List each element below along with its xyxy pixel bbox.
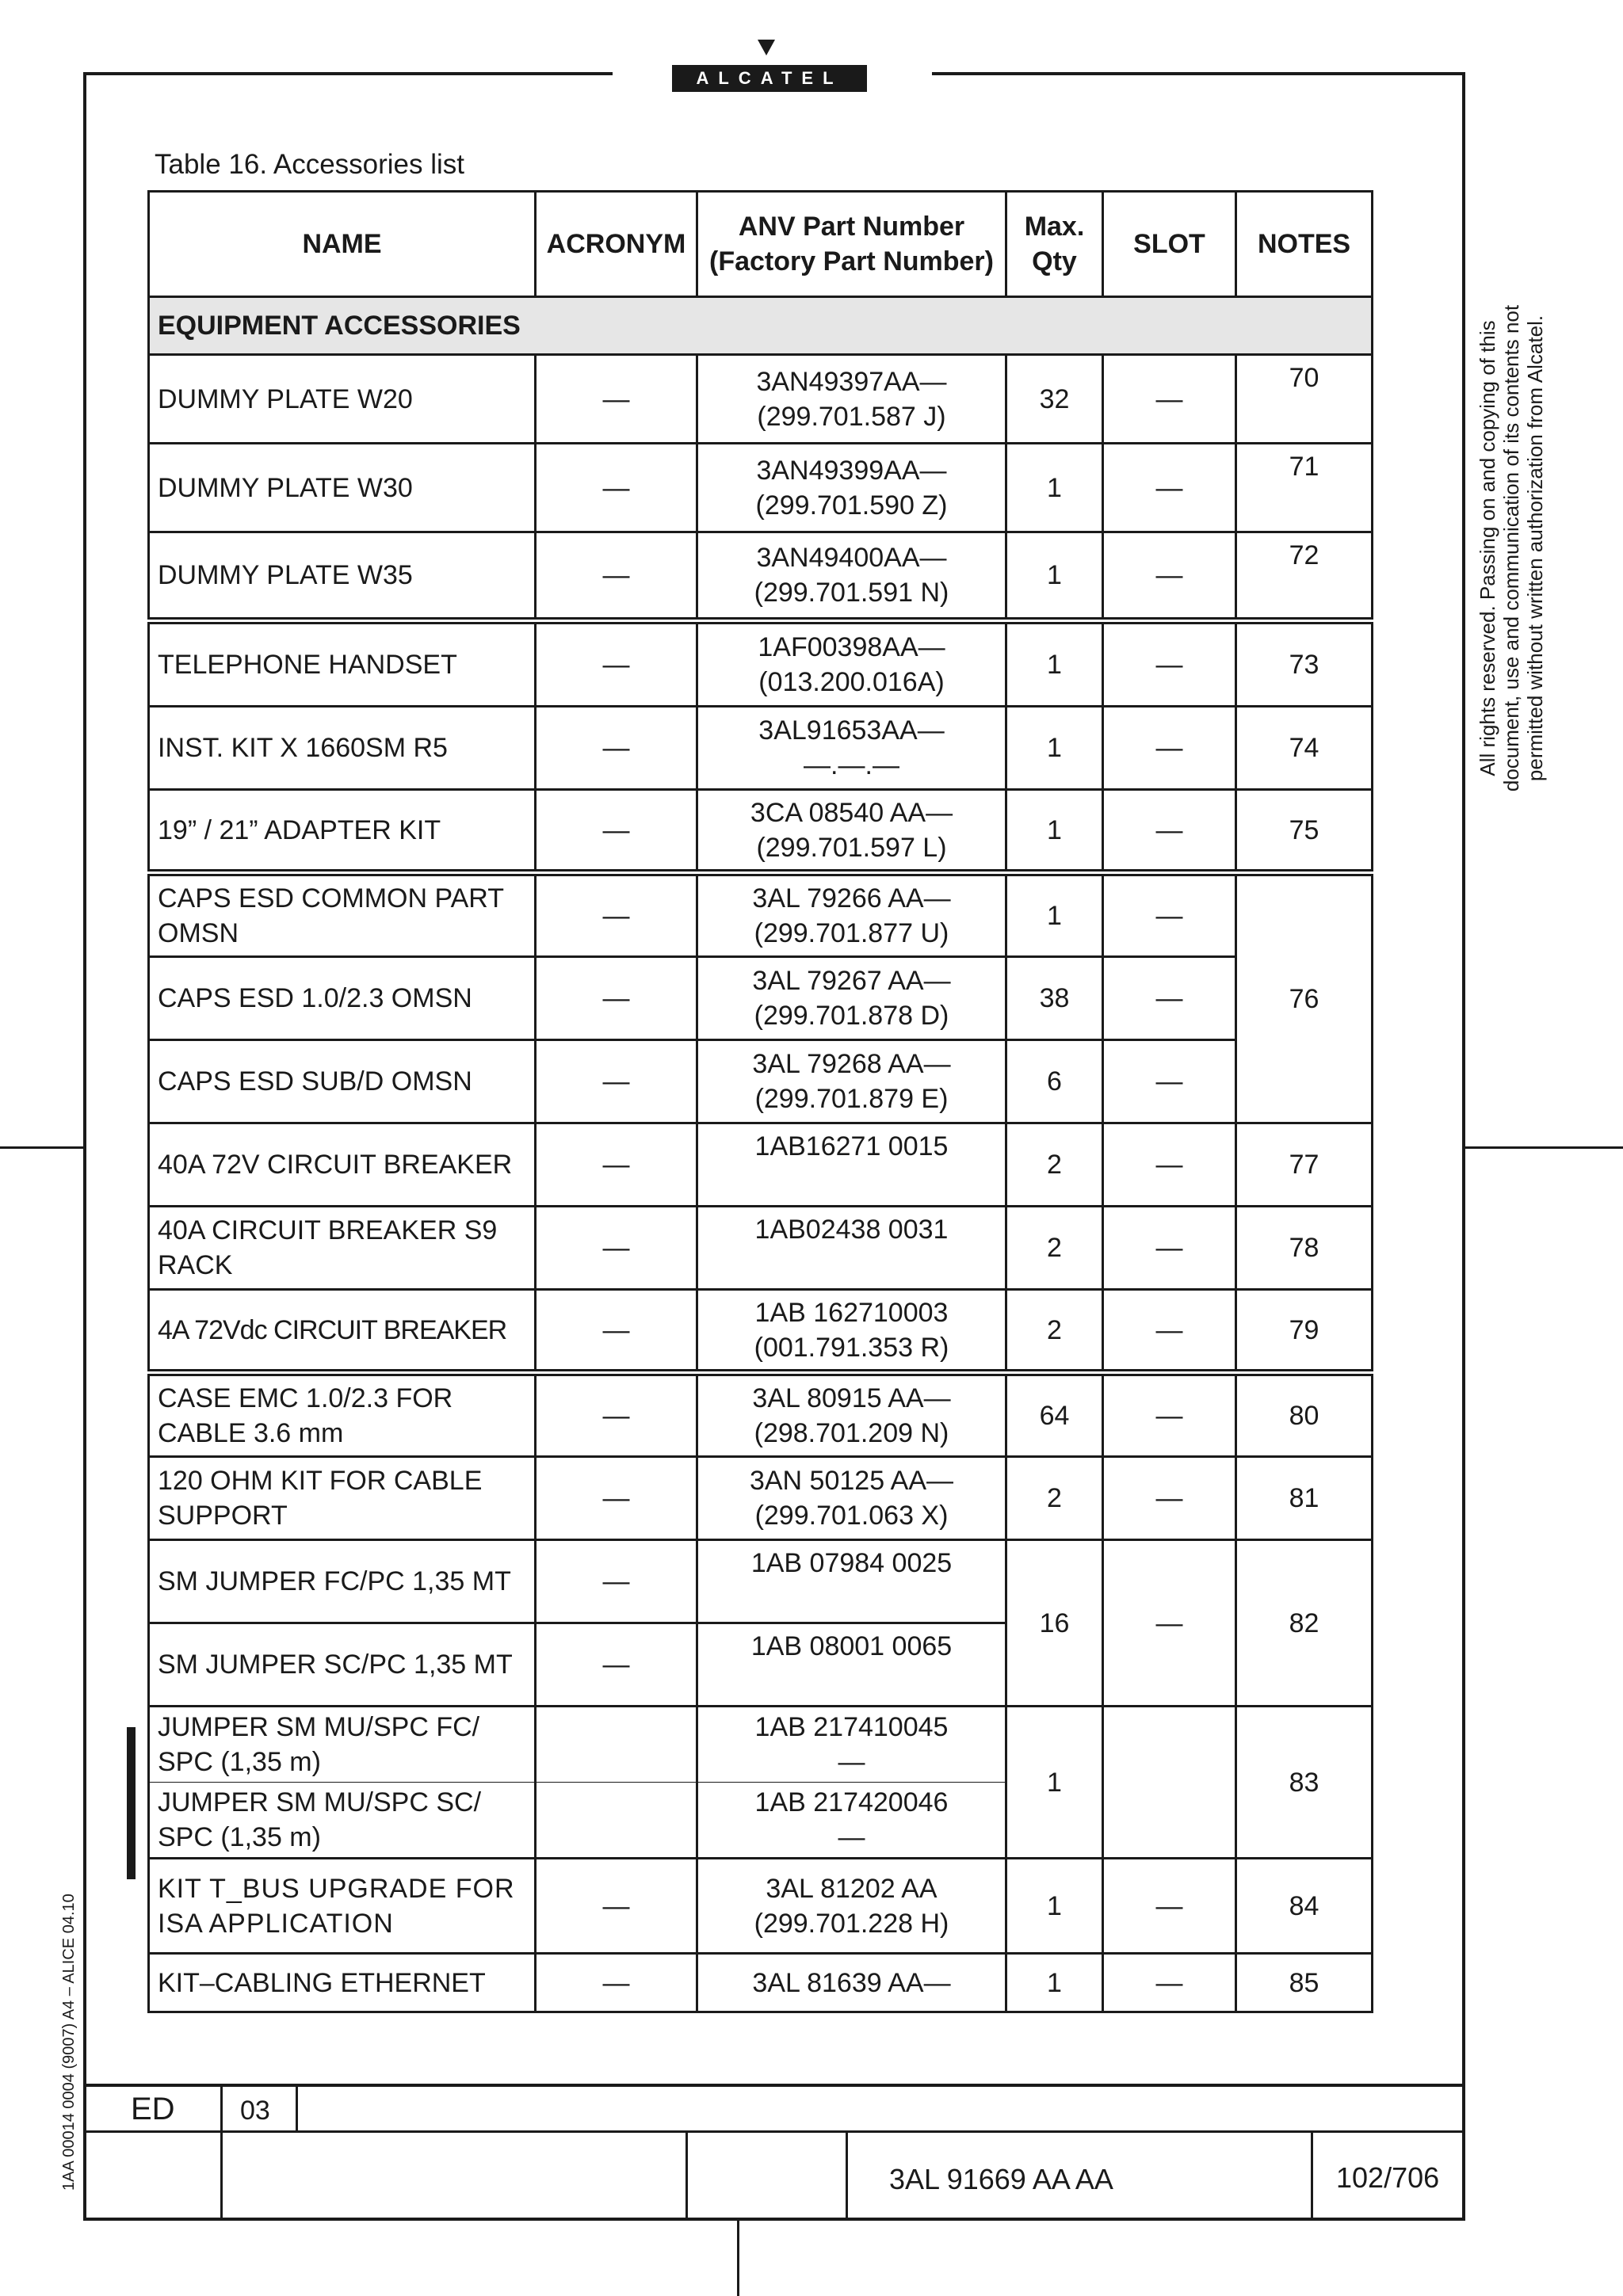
table-row xyxy=(149,1707,1373,1783)
cell-acronym xyxy=(536,1707,697,1783)
cell-notes: 72 xyxy=(1236,532,1373,621)
cell-notes: 71 xyxy=(1236,444,1373,532)
part-line2: — xyxy=(838,1822,865,1852)
footer-ed-value: 03 xyxy=(240,2096,270,2126)
table-row xyxy=(149,532,1373,621)
cell-acronym: — xyxy=(536,621,697,707)
margin-tick-left xyxy=(0,1146,83,1149)
cell-qty: 2 xyxy=(1006,1457,1103,1540)
part-line1: 1AB 217420046 xyxy=(754,1787,949,1817)
cell-qty: 64 xyxy=(1006,1373,1103,1457)
cell-part-number xyxy=(697,1783,1006,1859)
cell-qty: 16 xyxy=(1006,1540,1103,1707)
footer-div-1 xyxy=(220,2084,223,2218)
part-line1: 1AB 07984 0025 xyxy=(750,1548,953,1578)
cell-part-number xyxy=(697,957,1006,1040)
footer-div-4 xyxy=(846,2131,848,2218)
copyright-note xyxy=(1476,295,1561,802)
cell-acronym: — xyxy=(536,1123,697,1207)
part-line1: 3AL 79268 AA— xyxy=(752,1049,951,1079)
cell-acronym: — xyxy=(536,1207,697,1290)
part-line1: 3AL 79266 AA— xyxy=(752,883,951,913)
part-line2: (013.200.016A) xyxy=(758,667,945,697)
cell-acronym: — xyxy=(536,1373,697,1457)
col-header-part-number xyxy=(697,192,1006,297)
form-code-note xyxy=(55,1894,82,2191)
qty-header-line1: Max. xyxy=(1024,212,1085,242)
table-row xyxy=(149,1040,1373,1123)
table-row xyxy=(149,1290,1373,1373)
footer-page-number: 102/706 xyxy=(1336,2161,1440,2194)
cell-name: SM JUMPER FC/PC 1,35 MT xyxy=(149,1540,536,1623)
cell-notes: 70 xyxy=(1236,355,1373,444)
cell-name: SM JUMPER SC/PC 1,35 MT xyxy=(149,1623,536,1707)
cell-slot: — xyxy=(1103,1040,1236,1123)
cell-qty: 1 xyxy=(1006,873,1103,957)
cell-acronym: — xyxy=(536,1290,697,1373)
cell-part-number xyxy=(697,1373,1006,1457)
footer-mid-line xyxy=(83,2130,1465,2133)
footer-doc-number: 3AL 91669 AA AA xyxy=(889,2163,1113,2195)
part-line2: (299.701.878 D) xyxy=(754,1001,949,1031)
part-line1: 3AN 50125 AA— xyxy=(749,1466,954,1496)
footer-div-3 xyxy=(685,2131,688,2218)
part-line2: (299.701.597 L) xyxy=(756,832,947,863)
cell-name: JUMPER SM MU/SPC FC/ SPC (1,35 m) xyxy=(149,1707,536,1783)
cell-qty: 2 xyxy=(1006,1290,1103,1373)
part-line2: (299.701.587 J) xyxy=(757,401,946,432)
part-line1: 1AB02438 0031 xyxy=(754,1215,949,1245)
cell-part-number xyxy=(697,1290,1006,1373)
cell-slot: — xyxy=(1103,1954,1236,2012)
cell-name: DUMMY PLATE W35 xyxy=(149,532,536,621)
cell-part-number xyxy=(697,1859,1006,1954)
cell-notes: 77 xyxy=(1236,1123,1373,1207)
cell-acronym: — xyxy=(536,532,697,621)
cell-qty: 1 xyxy=(1006,532,1103,621)
cell-slot xyxy=(1103,1707,1236,1859)
col-header-notes: NOTES xyxy=(1236,192,1373,297)
cell-slot: — xyxy=(1103,444,1236,532)
cell-slot: — xyxy=(1103,355,1236,444)
cell-acronym: — xyxy=(536,1954,697,2012)
cell-acronym: — xyxy=(536,444,697,532)
footer-div-2 xyxy=(296,2084,298,2131)
part-line2: (299.701.591 N) xyxy=(754,578,949,608)
cell-qty: 1 xyxy=(1006,444,1103,532)
frame-bottom xyxy=(83,2218,1465,2221)
cell-part-number xyxy=(697,707,1006,790)
cell-name: 19” / 21” ADAPTER KIT xyxy=(149,790,536,873)
cell-name: 4A 72Vdc CIRCUIT BREAKER xyxy=(149,1290,536,1373)
part-line1: 3CA 08540 AA— xyxy=(750,797,953,828)
cell-name: CAPS ESD COMMON PART OMSN xyxy=(149,873,536,957)
cell-qty: 1 xyxy=(1006,790,1103,873)
part-line1: 1AF00398AA— xyxy=(758,632,945,662)
footer-div-5 xyxy=(1311,2131,1313,2218)
qty-header-line2: Qty xyxy=(1032,246,1077,277)
cell-qty: 2 xyxy=(1006,1123,1103,1207)
cell-notes: 74 xyxy=(1236,707,1373,790)
cell-qty: 6 xyxy=(1006,1040,1103,1123)
cell-acronym xyxy=(536,1783,697,1859)
col-header-slot: SLOT xyxy=(1103,192,1236,297)
table-row xyxy=(149,1123,1373,1207)
part-line1: 1AB 08001 0065 xyxy=(750,1631,953,1661)
copyright-text: All rights reserved. Passing on and copying of this document, use and communication of its contents not permitted without written authorization from Alcatel. xyxy=(1476,304,1547,792)
frame-left xyxy=(83,72,86,2221)
table-row xyxy=(149,1457,1373,1540)
cell-slot: — xyxy=(1103,1123,1236,1207)
part-line2: —.—.— xyxy=(804,750,899,780)
cell-qty: 1 xyxy=(1006,621,1103,707)
cell-qty: 1 xyxy=(1006,1859,1103,1954)
cell-acronym: — xyxy=(536,790,697,873)
part-line2: — xyxy=(838,1747,865,1777)
cell-part-number xyxy=(697,1954,1006,2012)
table-row xyxy=(149,1540,1373,1623)
frame-top-right xyxy=(932,72,1465,75)
cell-part-number xyxy=(697,873,1006,957)
table-row xyxy=(149,873,1373,957)
cell-acronym: — xyxy=(536,1040,697,1123)
cell-part-number xyxy=(697,1457,1006,1540)
cell-name: CAPS ESD 1.0/2.3 OMSN xyxy=(149,957,536,1040)
part-line2: (001.791.353 R) xyxy=(754,1332,949,1363)
part-line1: 3AL91653AA— xyxy=(758,715,945,746)
table-row xyxy=(149,707,1373,790)
cell-notes: 83 xyxy=(1236,1707,1373,1859)
cell-name: CAPS ESD SUB/D OMSN xyxy=(149,1040,536,1123)
cell-part-number xyxy=(697,1540,1006,1623)
cell-slot: — xyxy=(1103,1540,1236,1707)
col-header-acronym: ACRONYM xyxy=(536,192,697,297)
table-row xyxy=(149,1859,1373,1954)
cell-part-number xyxy=(697,1707,1006,1783)
cell-part-number xyxy=(697,1040,1006,1123)
part-line2: (299.701.063 X) xyxy=(754,1501,949,1531)
cell-part-number xyxy=(697,532,1006,621)
margin-tick-bottom xyxy=(737,2221,739,2296)
part-line1: 3AN49400AA— xyxy=(756,543,947,573)
cell-notes: 78 xyxy=(1236,1207,1373,1290)
cell-notes: 76 xyxy=(1236,873,1373,1123)
cell-notes: 75 xyxy=(1236,790,1373,873)
cell-qty: 1 xyxy=(1006,707,1103,790)
cell-acronym: — xyxy=(536,873,697,957)
margin-tick-right xyxy=(1465,1146,1623,1149)
table-row xyxy=(149,957,1373,1040)
part-line2: (299.701.879 E) xyxy=(754,1084,949,1114)
part-line2: (299.701.877 U) xyxy=(754,918,949,948)
accessories-table xyxy=(147,190,1373,2013)
cell-qty: 1 xyxy=(1006,1954,1103,2012)
cell-part-number xyxy=(697,621,1006,707)
cell-name: INST. KIT X 1660SM R5 xyxy=(149,707,536,790)
cell-slot: — xyxy=(1103,1373,1236,1457)
cell-notes: 82 xyxy=(1236,1540,1373,1707)
part-line1: 3AN49399AA— xyxy=(756,455,947,486)
cell-slot: — xyxy=(1103,957,1236,1040)
cell-acronym: — xyxy=(536,1457,697,1540)
cell-slot: — xyxy=(1103,1457,1236,1540)
cell-slot: — xyxy=(1103,532,1236,621)
cell-acronym: — xyxy=(536,957,697,1040)
cell-part-number xyxy=(697,1623,1006,1707)
part-line2: (299.701.228 H) xyxy=(754,1908,949,1939)
cell-name: DUMMY PLATE W30 xyxy=(149,444,536,532)
table-row xyxy=(149,1954,1373,2012)
section-row xyxy=(149,297,1373,355)
table-row xyxy=(149,1207,1373,1290)
logo-triangle-icon xyxy=(758,40,775,55)
part-line1: 3AL 81639 AA— xyxy=(752,1967,951,1998)
cell-notes: 79 xyxy=(1236,1290,1373,1373)
cell-slot: — xyxy=(1103,707,1236,790)
cell-name: TELEPHONE HANDSET xyxy=(149,621,536,707)
cell-acronym: — xyxy=(536,707,697,790)
cell-notes: 81 xyxy=(1236,1457,1373,1540)
cell-notes: 80 xyxy=(1236,1373,1373,1457)
table-row xyxy=(149,444,1373,532)
footer-top-line xyxy=(83,2084,1465,2087)
frame-top-left xyxy=(83,72,613,75)
part-line1: 3AL 80915 AA— xyxy=(752,1383,951,1413)
cell-name: CASE EMC 1.0/2.3 FOR CABLE 3.6 mm xyxy=(149,1373,536,1457)
section-title: EQUIPMENT ACCESSORIES xyxy=(149,297,1373,355)
cell-acronym: — xyxy=(536,1623,697,1707)
part-header-line2: (Factory Part Number) xyxy=(709,246,994,277)
cell-name: KIT–CABLING ETHERNET xyxy=(149,1954,536,2012)
cell-name: 120 OHM KIT FOR CABLE SUPPORT xyxy=(149,1457,536,1540)
col-header-qty xyxy=(1006,192,1103,297)
part-line1: 1AB 217410045 xyxy=(754,1712,949,1742)
part-line1: 1AB16271 0015 xyxy=(754,1131,949,1161)
table-row xyxy=(149,355,1373,444)
logo-text: ALCATEL xyxy=(672,65,867,92)
col-header-name: NAME xyxy=(149,192,536,297)
form-code-text: 1AA 00014 0004 (9007) A4 – ALICE 04.10 xyxy=(60,1894,78,2191)
cell-part-number xyxy=(697,790,1006,873)
alcatel-logo xyxy=(672,35,867,97)
cell-slot: — xyxy=(1103,621,1236,707)
table-row xyxy=(149,621,1373,707)
part-line1: 3AL 81202 AA xyxy=(766,1873,938,1904)
cell-slot: — xyxy=(1103,790,1236,873)
part-line1: 3AL 79267 AA— xyxy=(752,966,951,996)
cell-part-number xyxy=(697,1123,1006,1207)
cell-qty: 1 xyxy=(1006,1707,1103,1859)
cell-acronym: — xyxy=(536,1859,697,1954)
table-caption: Table 16. Accessories list xyxy=(155,149,465,180)
cell-part-number xyxy=(697,1207,1006,1290)
cell-notes: 73 xyxy=(1236,621,1373,707)
table-row xyxy=(149,1373,1373,1457)
cell-qty: 38 xyxy=(1006,957,1103,1040)
cell-qty: 32 xyxy=(1006,355,1103,444)
cell-notes: 85 xyxy=(1236,1954,1373,2012)
cell-slot: — xyxy=(1103,1859,1236,1954)
cell-slot: — xyxy=(1103,873,1236,957)
table-row xyxy=(149,790,1373,873)
cell-acronym: — xyxy=(536,1540,697,1623)
cell-part-number xyxy=(697,444,1006,532)
cell-slot: — xyxy=(1103,1207,1236,1290)
cell-name: KIT T_BUS UPGRADE FOR ISA APPLICATION xyxy=(149,1859,536,1954)
cell-name: JUMPER SM MU/SPC SC/ SPC (1,35 m) xyxy=(149,1783,536,1859)
cell-qty: 2 xyxy=(1006,1207,1103,1290)
cell-slot: — xyxy=(1103,1290,1236,1373)
cell-notes: 84 xyxy=(1236,1859,1373,1954)
table-header-row xyxy=(149,192,1373,297)
change-bar xyxy=(127,1727,136,1879)
cell-name: DUMMY PLATE W20 xyxy=(149,355,536,444)
cell-name: 40A 72V CIRCUIT BREAKER xyxy=(149,1123,536,1207)
part-line2: (299.701.590 Z) xyxy=(755,490,948,521)
part-line1: 1AB 162710003 xyxy=(754,1297,949,1328)
part-header-line1: ANV Part Number xyxy=(738,212,965,242)
cell-acronym: — xyxy=(536,355,697,444)
part-line1: 3AN49397AA— xyxy=(756,366,947,397)
part-line2: (298.701.209 N) xyxy=(754,1418,949,1448)
cell-name: 40A CIRCUIT BREAKER S9 RACK xyxy=(149,1207,536,1290)
footer-ed-label: ED xyxy=(131,2092,175,2126)
cell-part-number xyxy=(697,355,1006,444)
